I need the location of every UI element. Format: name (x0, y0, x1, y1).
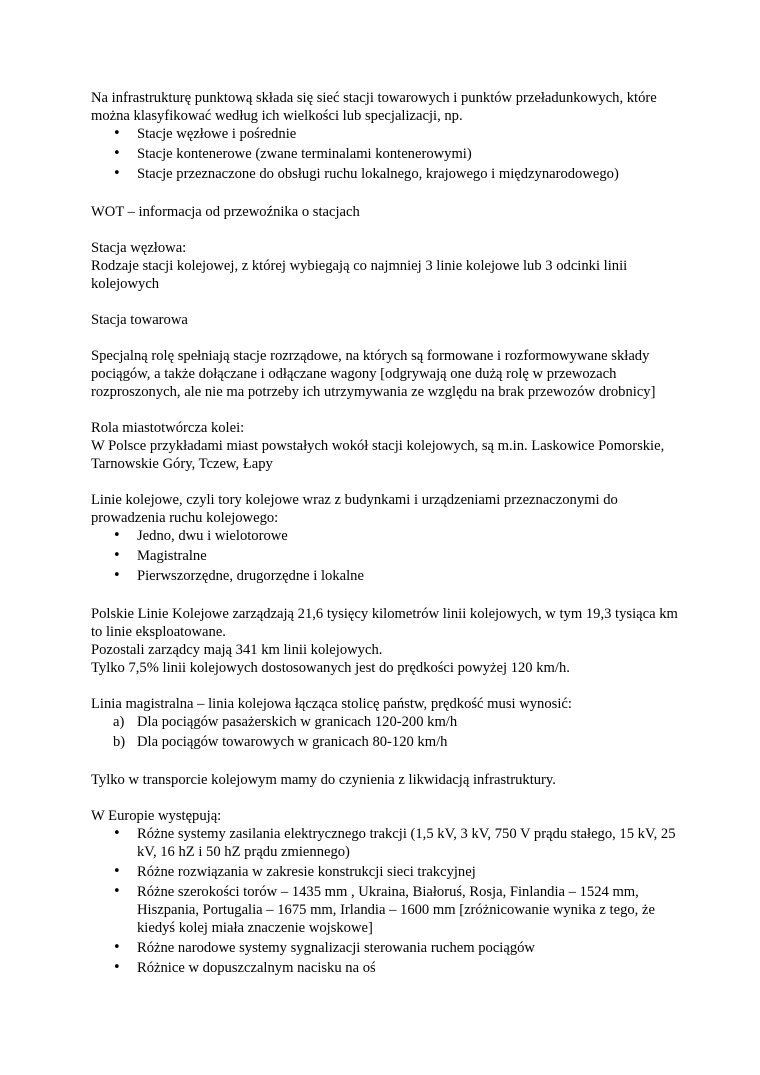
list-item-text: Dla pociągów towarowych w granicach 80-120 km/h (137, 734, 448, 750)
paragraph-other-managers: Pozostali zarządcy mają 341 km linii kolejowych. (91, 642, 383, 658)
paragraph-railway-lines: Linie kolejowe, czyli tory kolejowe wraz z budynkami i urządzeniami przeznaczonymi do prowadzenia ruchu kolejowego: (91, 492, 618, 526)
spacer (91, 473, 681, 491)
heading-city-forming-role: Rola miastotwórcza kolei: (91, 420, 245, 436)
paragraph-main-line: Linia magistralna – linia kolejowa łącząca stolicę państw, prędkość musi wynosić: (91, 696, 572, 712)
list-item: • Stacje przeznaczone do obsługi ruchu lokalnego, krajowego i międzynarodowego) (91, 165, 681, 183)
paragraph-wot: WOT – informacja od przewoźnika o stacjach (91, 204, 360, 220)
list-item: • Różne rozwiązania w zakresie konstrukcji sieci trakcyjnej (91, 863, 681, 881)
list-line-types (91, 527, 681, 585)
spacer (91, 293, 681, 311)
paragraph-plk-stats: Polskie Linie Kolejowe zarządzają 21,6 tysięcy kilometrów linii kolejowych, w tym 19,3 tysiąca km to linie eksploatowane. (91, 606, 678, 640)
heading-freight-station: Stacja towarowa (91, 312, 188, 328)
heading-junction-station: Stacja węzłowa: (91, 240, 187, 256)
list-marker: b) (113, 734, 126, 750)
spacer (91, 185, 681, 203)
list-item-text: Dla pociągów pasażerskich w granicach 120-200 km/h (137, 714, 458, 730)
spacer (91, 677, 681, 695)
spacer (91, 753, 681, 771)
list-item (91, 733, 681, 751)
document-page (91, 89, 681, 979)
list-item: • Stacje węzłowe i pośrednie (91, 125, 681, 143)
list-marker: a) (113, 714, 125, 730)
paragraph-city-forming-role: W Polsce przykładami miast powstałych wokół stacji kolejowych, są m.in. Laskowice Pomorskie, Tarnowskie Góry, Tczew, Łapy (91, 438, 665, 472)
spacer (91, 221, 681, 239)
list-station-types (91, 125, 681, 183)
spacer (91, 789, 681, 807)
list-item (91, 713, 681, 731)
paragraph-europe: W Europie występują: (91, 808, 222, 824)
list-item: • Różne systemy zasilania elektrycznego trakcji (1,5 kV, 3 kV, 750 V prądu stałego, 15 kV, 25 kV, 16 hZ i 50 hZ prądu zmiennego) (91, 825, 681, 861)
paragraph-point-infrastructure: Na infrastrukturę punktową składa się sieć stacji towarowych i punktów przeładunkowych, które można klasyfikować według ich wielkości lub specjalizacji, np. (91, 90, 657, 124)
list-item: • Stacje kontenerowe (zwane terminalami kontenerowymi) (91, 145, 681, 163)
list-item: • Różne szerokości torów – 1435 mm , Ukraina, Białoruś, Rosja, Finlandia – 1524 mm, Hiszpania, Portugalia – 1675 mm, Irlandia – 1600 mm [zróżnicowanie wynika z tego, że kiedyś kolej miała znaczenie wojskowe] (91, 883, 681, 937)
list-item: • Różnice w dopuszczalnym nacisku na oś (91, 959, 681, 977)
list-main-line-speeds (91, 713, 681, 751)
paragraph-junction-station: Rodzaje stacji kolejowej, z której wybiegają co najmniej 3 linie kolejowe lub 3 odcinki linii kolejowych (91, 258, 628, 292)
list-europe-differences (91, 825, 681, 977)
paragraph-marshalling-yards: Specjalną rolę spełniają stacje rozrządowe, na których są formowane i rozformowywane składy pociągów, a także dołączane i odłączane wagony [odgrywają one dużą rolę w przewozach rozproszonych, ale nie ma potrzeby ich utrzymywania ze względu na brak przewozów drobnicy] (91, 348, 656, 400)
paragraph-liquidation: Tylko w transporcie kolejowym mamy do czynienia z likwidacją infrastruktury. (91, 772, 556, 788)
spacer (91, 329, 681, 347)
paragraph-speed-stats: Tylko 7,5% linii kolejowych dostosowanych jest do prędkości powyżej 120 km/h. (91, 660, 570, 676)
spacer (91, 401, 681, 419)
list-item: • Magistralne (91, 547, 681, 565)
list-item: • Różne narodowe systemy sygnalizacji sterowania ruchem pociągów (91, 939, 681, 957)
list-item: • Pierwszorzędne, drugorzędne i lokalne (91, 567, 681, 585)
spacer (91, 587, 681, 605)
list-item: • Jedno, dwu i wielotorowe (91, 527, 681, 545)
